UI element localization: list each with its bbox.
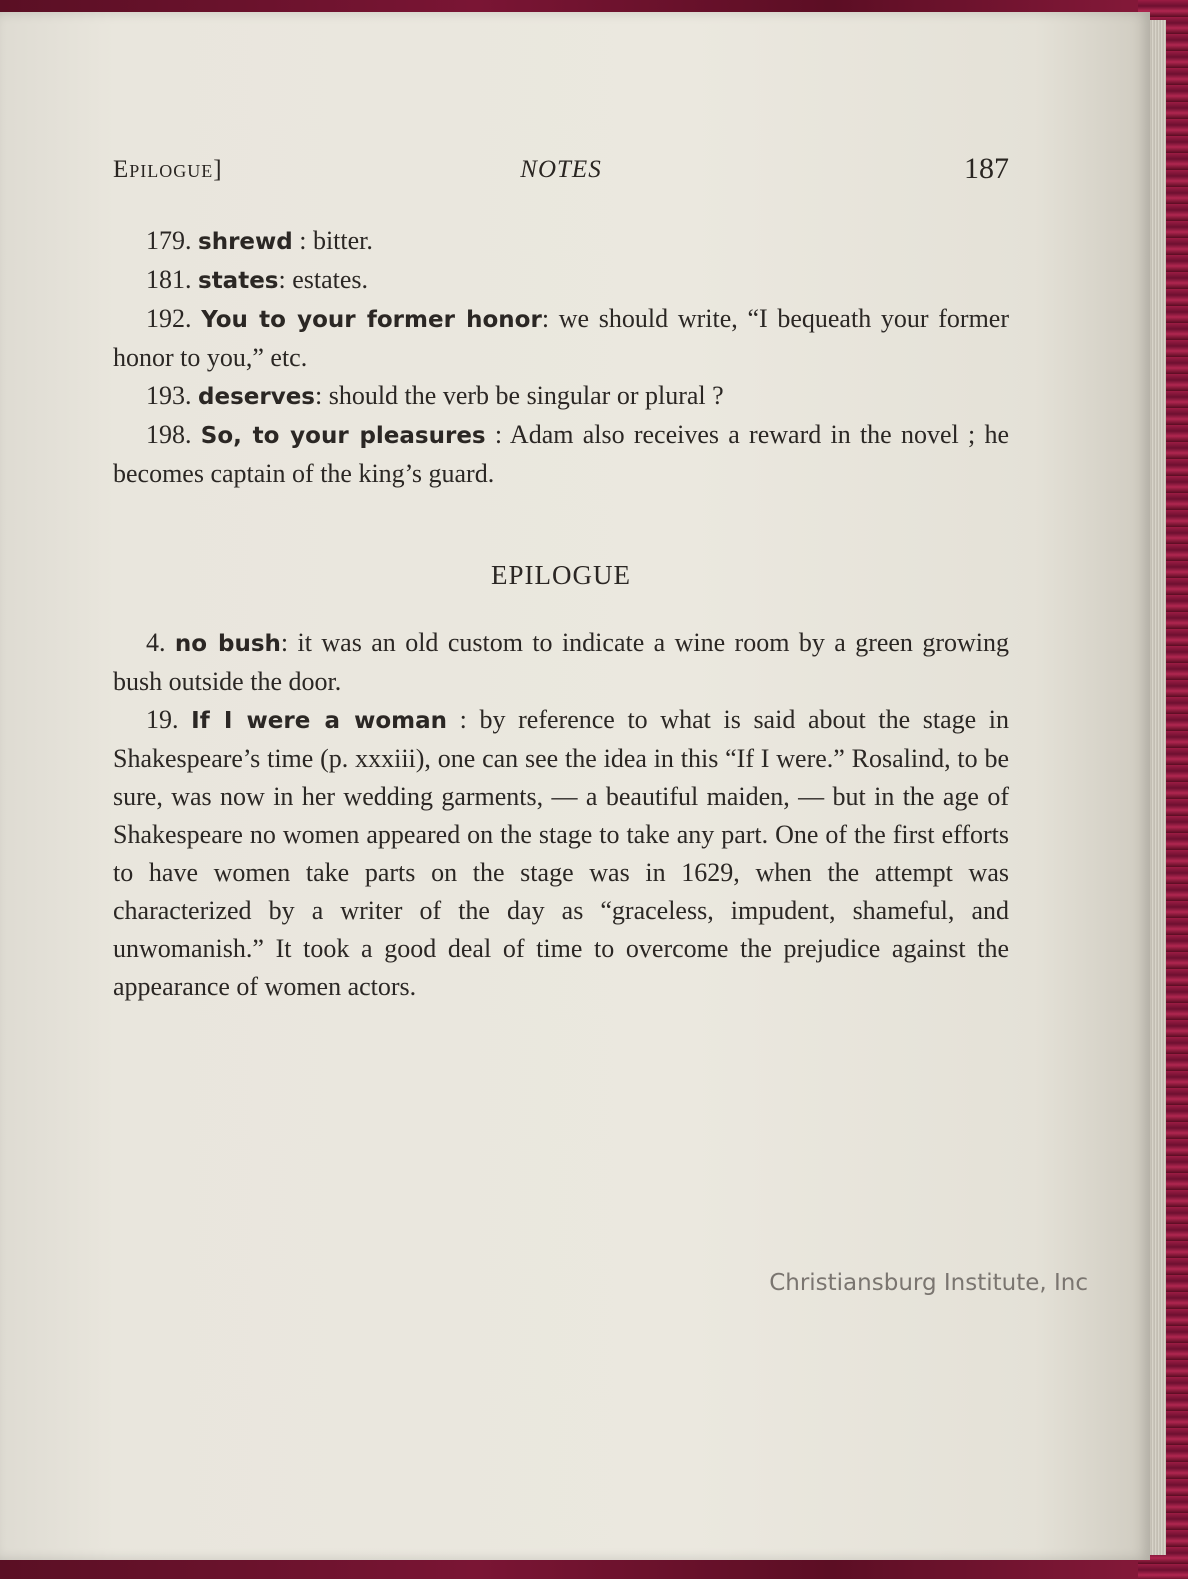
note-entry: 4. no bush: it was an old custom to indicate a wine room by a green growing bush outside the door. (113, 628, 1009, 696)
epilogue-notes (113, 624, 1009, 1006)
page-edges (1150, 20, 1166, 1555)
note-entry: 19. If I were a woman : by reference to what is said about the stage in Shakespeare’s time (p. xxxiii), one can see the idea in this “If I were.” Rosalind, to be sure, was now in her wedding garments, — a beautiful maiden, — but in the age of Shakespeare no women appeared on the stage to take any part. One of the first efforts to have women take parts on the stage was in 1629, when the attempt was characterized by a writer of the day as “graceless, impudent, shameful, and unwomanish.” It took a good deal of time to overcome the prejudice against the appearance of women actors. (113, 705, 1010, 1001)
running-head-section: Epilogue] (113, 156, 223, 183)
running-head (113, 152, 1009, 192)
book-page (0, 12, 1150, 1560)
note-entry: 198. So, to your pleasures : Adam also receives a reward in the novel ; he becomes captain of the king’s guard. (113, 420, 1010, 488)
section-heading: EPILOGUE (491, 560, 631, 590)
note-entry: 181. states: estates. (146, 265, 369, 294)
note-entry: 192. You to your former honor: we should write, “I bequeath your former honor to you,” etc. (113, 304, 1009, 372)
act-notes (113, 222, 1009, 493)
page-number: 187 (964, 152, 1009, 185)
running-head-title: NOTES (520, 156, 602, 183)
note-entry: 193. deserves: should the verb be singular or plural ? (146, 381, 724, 410)
watermark-credit: Christiansburg Institute, Inc (769, 1270, 1088, 1296)
note-entry: 179. shrewd : bitter. (146, 226, 373, 255)
